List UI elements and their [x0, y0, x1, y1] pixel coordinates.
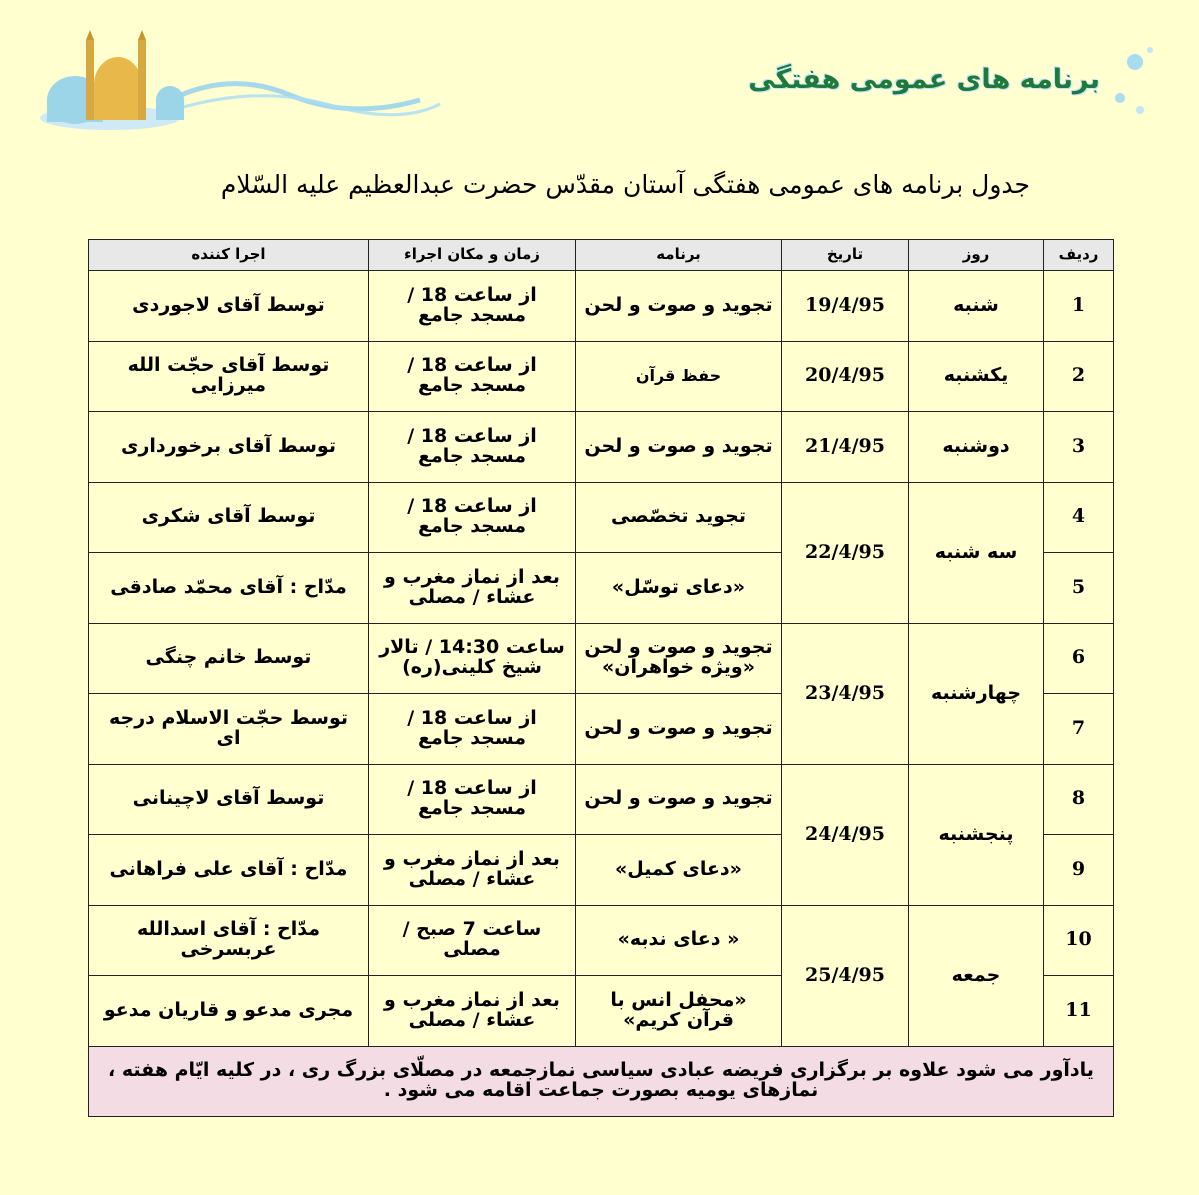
program: تجوید و صوت و لحن «ویژه خواهران»	[576, 623, 782, 694]
table-row	[89, 341, 1114, 412]
time-place: از ساعت 18 / مسجد جامع	[369, 271, 576, 342]
header-performer: اجرا کننده	[89, 240, 369, 271]
time-place: ساعت 14:30 / تالار شیخ کلینی(ره)	[369, 623, 576, 694]
table-header-row	[89, 240, 1114, 271]
table-row	[89, 905, 1114, 976]
header-banner	[0, 0, 1199, 140]
performer: توسط آقای حجّت الله میرزایی	[89, 341, 369, 412]
table-row	[89, 412, 1114, 483]
table-row	[89, 482, 1114, 553]
time-place: از ساعت 18 / مسجد جامع	[369, 482, 576, 553]
row-number: 4	[1044, 482, 1114, 553]
time-place: بعد از نماز مغرب و عشاء / مصلی	[369, 553, 576, 624]
header-day: روز	[909, 240, 1044, 271]
row-number: 10	[1044, 905, 1114, 976]
program: تجوید و صوت و لحن	[576, 764, 782, 835]
header-row-number: ردیف	[1044, 240, 1114, 271]
date: 19/4/95	[782, 271, 909, 342]
program: حفظ قرآن	[576, 341, 782, 412]
day-name: جمعه	[909, 905, 1044, 1046]
row-number: 3	[1044, 412, 1114, 483]
performer: مدّاح : آقای محمّد صادقی	[89, 553, 369, 624]
time-place: بعد از نماز مغرب و عشاء / مصلی	[369, 976, 576, 1047]
performer: توسط آقای لاچینانی	[89, 764, 369, 835]
program: «محفل انس با قرآن کریم»	[576, 976, 782, 1047]
performer: توسط آقای لاجوردی	[89, 271, 369, 342]
row-number: 8	[1044, 764, 1114, 835]
time-place: از ساعت 18 / مسجد جامع	[369, 694, 576, 765]
table-row	[89, 623, 1114, 694]
date: 22/4/95	[782, 482, 909, 623]
day-name: سه شنبه	[909, 482, 1044, 623]
performer: توسط آقای شکری	[89, 482, 369, 553]
header-time-place: زمان و مکان اجراء	[369, 240, 576, 271]
table-row	[89, 271, 1114, 342]
banner-title: برنامه های عمومی هفتگی	[748, 64, 1100, 95]
footnote: یادآور می شود علاوه بر برگزاری فریضه عبادی سیاسی نمازجمعه در مصلّای بزرگ ری ، در کلیه ایّام هفته ، نمازهای یومیه بصورت جماعت اقامه می شود .	[89, 1046, 1114, 1117]
program: « دعای ندبه»	[576, 905, 782, 976]
day-name: چهارشنبه	[909, 623, 1044, 764]
schedule-table	[88, 239, 1114, 1117]
program: تجوید و صوت و لحن	[576, 694, 782, 765]
time-place: بعد از نماز مغرب و عشاء / مصلی	[369, 835, 576, 906]
date: 23/4/95	[782, 623, 909, 764]
table-row	[89, 764, 1114, 835]
day-name: یکشنبه	[909, 341, 1044, 412]
header-date: تاریخ	[782, 240, 909, 271]
program: «دعای کمیل»	[576, 835, 782, 906]
program: تجوید تخصّصی	[576, 482, 782, 553]
page-title: جدول برنامه های عمومی هفتگی آستان مقدّس حضرت عبدالعظیم علیه السّلام	[220, 170, 1030, 199]
row-number: 7	[1044, 694, 1114, 765]
performer: توسط خانم چنگی	[89, 623, 369, 694]
time-place: ساعت 7 صبح / مصلی	[369, 905, 576, 976]
row-number: 1	[1044, 271, 1114, 342]
row-number: 11	[1044, 976, 1114, 1047]
time-place: از ساعت 18 / مسجد جامع	[369, 764, 576, 835]
performer: مدّاح : آقای علی فراهانی	[89, 835, 369, 906]
row-number: 2	[1044, 341, 1114, 412]
performer: توسط آقای برخورداری	[89, 412, 369, 483]
header-program: برنامه	[576, 240, 782, 271]
performer: مجری مدعو و قاریان مدعو	[89, 976, 369, 1047]
date: 20/4/95	[782, 341, 909, 412]
row-number: 5	[1044, 553, 1114, 624]
date: 21/4/95	[782, 412, 909, 483]
performer: مدّاح : آقای اسدالله عربسرخی	[89, 905, 369, 976]
row-number: 9	[1044, 835, 1114, 906]
performer: توسط حجّت الاسلام درجه ای	[89, 694, 369, 765]
day-name: شنبه	[909, 271, 1044, 342]
note-row	[89, 1046, 1114, 1117]
time-place: از ساعت 18 / مسجد جامع	[369, 412, 576, 483]
date: 25/4/95	[782, 905, 909, 1046]
program: تجوید و صوت و لحن	[576, 271, 782, 342]
program: تجوید و صوت و لحن	[576, 412, 782, 483]
day-name: پنجشنبه	[909, 764, 1044, 905]
day-name: دوشنبه	[909, 412, 1044, 483]
time-place: از ساعت 18 / مسجد جامع	[369, 341, 576, 412]
date: 24/4/95	[782, 764, 909, 905]
program: «دعای توسّل»	[576, 553, 782, 624]
row-number: 6	[1044, 623, 1114, 694]
